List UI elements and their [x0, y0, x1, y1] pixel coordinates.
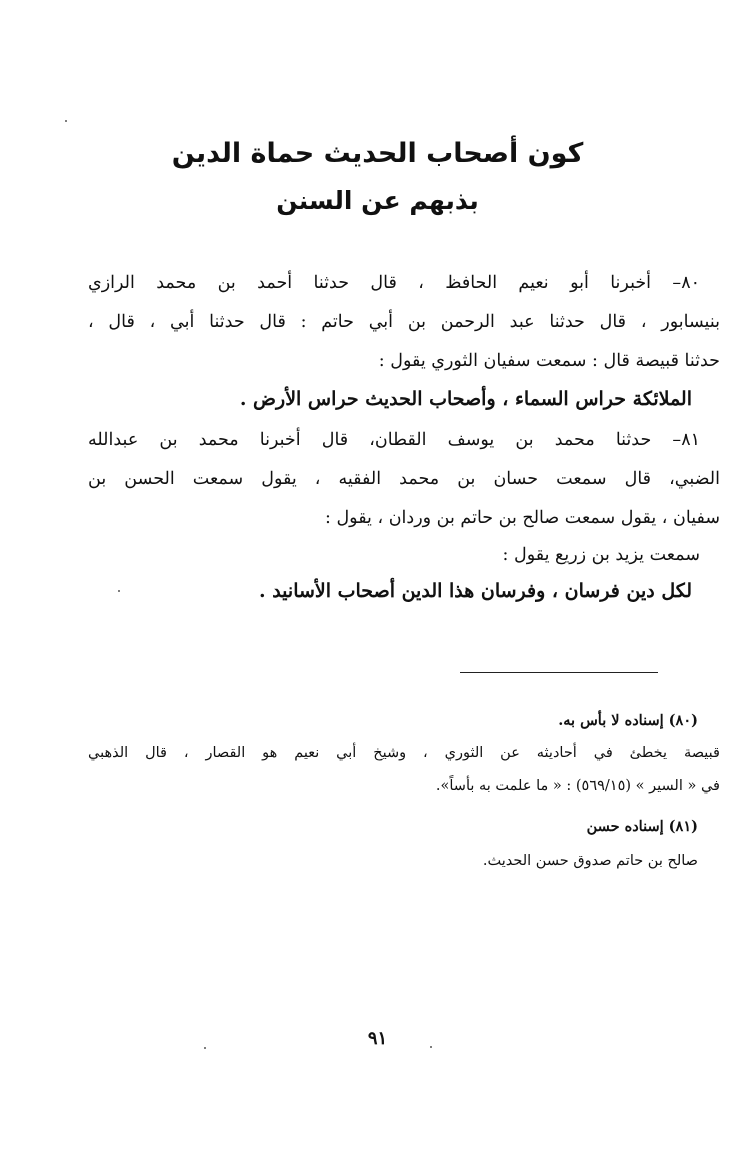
footnote-separator — [460, 672, 658, 673]
hadith-81-line-2: الضبي، قال سمعت حسان بن محمد الفقيه ، يقول سمعت الحسن بن — [88, 469, 720, 489]
hadith-81-line-1: ٨١– حدثنا محمد بن يوسف القطان، قال أخبرنا محمد بن عبدالله — [88, 430, 700, 450]
hadith-81-quote: لكل دين فرسان ، وفرسان هذا الدين أصحاب الأسانيد . — [258, 580, 692, 602]
hadith-80-line-2: بنيسابور ، قال حدثنا عبد الرحمن بن أبي حاتم : قال حدثنا أبي ، قال ، — [88, 312, 720, 332]
chapter-title: كون أصحاب الحديث حماة الدين — [171, 138, 584, 169]
hadith-81-line-4: سمعت يزيد بن زريع يقول : — [502, 545, 700, 565]
footnote-80-title: (٨٠) إسناده لا بأس به. — [558, 712, 698, 729]
chapter-subtitle: بذبهم عن السنن — [276, 186, 479, 215]
hadith-80-quote: الملائكة حراس السماء ، وأصحاب الحديث حراس الأرض . — [239, 388, 692, 410]
page-number: ٩١ — [367, 1028, 388, 1049]
hadith-81-line-3: سفيان ، يقول سمعت صالح بن حاتم بن وردان ، يقول : — [324, 508, 720, 528]
footnote-81-line-1: صالح بن حاتم صدوق حسن الحديث. — [482, 853, 698, 869]
footnote-81-title: (٨١) إسناده حسن — [586, 818, 698, 835]
scan-speck — [118, 590, 120, 592]
scan-speck — [204, 1047, 206, 1049]
footnote-80-line-1: قبيصة يخطئ في أحاديثه عن الثوري ، وشيخ أبي نعيم هو القصار ، قال الذهبي — [88, 745, 720, 761]
scan-speck — [430, 1046, 432, 1048]
scan-speck — [65, 120, 67, 122]
footnote-80-line-2: في « السير » (٥٦٩/١٥) : « ما علمت به بأساً». — [435, 778, 720, 794]
hadith-80-line-1: ٨٠– أخبرنا أبو نعيم الحافظ ، قال حدثنا أحمد بن محمد الرازي — [88, 273, 700, 293]
hadith-80-line-3: حدثنا قبيصة قال : سمعت سفيان الثوري يقول : — [378, 351, 720, 371]
